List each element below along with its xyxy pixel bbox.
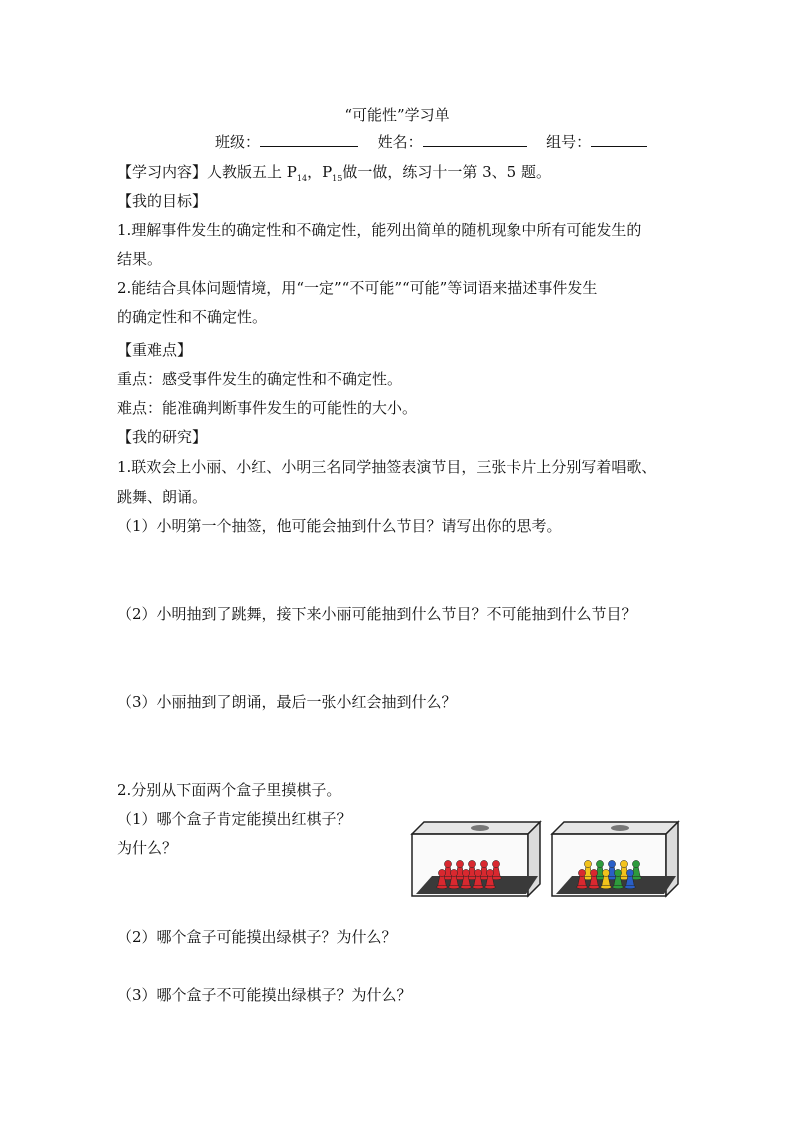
two-boxes-illustration: [410, 818, 680, 903]
learning-content: 【学习内容】人教版五上 $P_{14}$，$P_{15}$做一做，练习十一第 3、5 题。: [117, 163, 551, 183]
key-points-heading: 【重难点】: [117, 341, 193, 359]
problem-1-question-3: （3）小丽抽到了朗诵，最后一张小红会抽到什么？: [117, 693, 457, 711]
problem-1-question-2: （2）小明抽到了跳舞，接下来小丽可能抽到什么节目？不可能抽到什么节目？: [117, 605, 637, 623]
group-blank[interactable]: [591, 132, 647, 147]
box-left: [412, 822, 540, 896]
problem-2-question-1-line-1: （1）哪个盒子肯定能摸出红棋子？: [117, 810, 352, 828]
goals-heading: 【我的目标】: [117, 192, 208, 210]
problem-2-intro: 2.分别从下面两个盒子里摸棋子。: [117, 781, 342, 799]
name-blank[interactable]: [423, 132, 527, 147]
research-heading: 【我的研究】: [117, 428, 208, 446]
problem-1-line-2: 跳舞、朗诵。: [117, 488, 208, 506]
problem-1-line-1: 1.联欢会上小丽、小红、小明三名同学抽签表演节目，三张卡片上分别写着唱歌、: [117, 458, 657, 476]
goal-1-line-2: 结果。: [117, 250, 163, 268]
goal-1-line-1: 1.理解事件发生的确定性和不确定性，能列出简单的随机现象中所有可能发生的: [117, 221, 642, 239]
difficulty-point: 难点：能准确判断事件发生的可能性的大小。: [117, 399, 418, 417]
page-title: “可能性”学习单: [344, 106, 450, 124]
class-blank[interactable]: [260, 132, 358, 147]
goal-2-line-2: 的确定性和不确定性。: [117, 308, 268, 326]
name-label: 姓名：: [377, 133, 423, 151]
problem-2-question-1-line-2: 为什么？: [117, 839, 178, 857]
problem-2-question-2: （2）哪个盒子可能摸出绿棋子？为什么？: [117, 928, 397, 946]
class-label: 班级：: [215, 133, 261, 151]
focus-point: 重点：感受事件发生的确定性和不确定性。: [117, 370, 403, 388]
problem-1-question-1: （1）小明第一个抽签，他可能会抽到什么节目？请写出你的思考。: [117, 517, 562, 535]
student-info-row: [215, 131, 647, 153]
problem-2-question-3: （3）哪个盒子不可能摸出绿棋子？为什么？: [117, 986, 412, 1004]
box-right: [552, 822, 678, 896]
group-label: 组号：: [546, 133, 592, 151]
goal-2-line-1: 2.能结合具体问题情境，用“一定”“不可能”“可能”等词语来描述事件发生: [117, 279, 598, 297]
